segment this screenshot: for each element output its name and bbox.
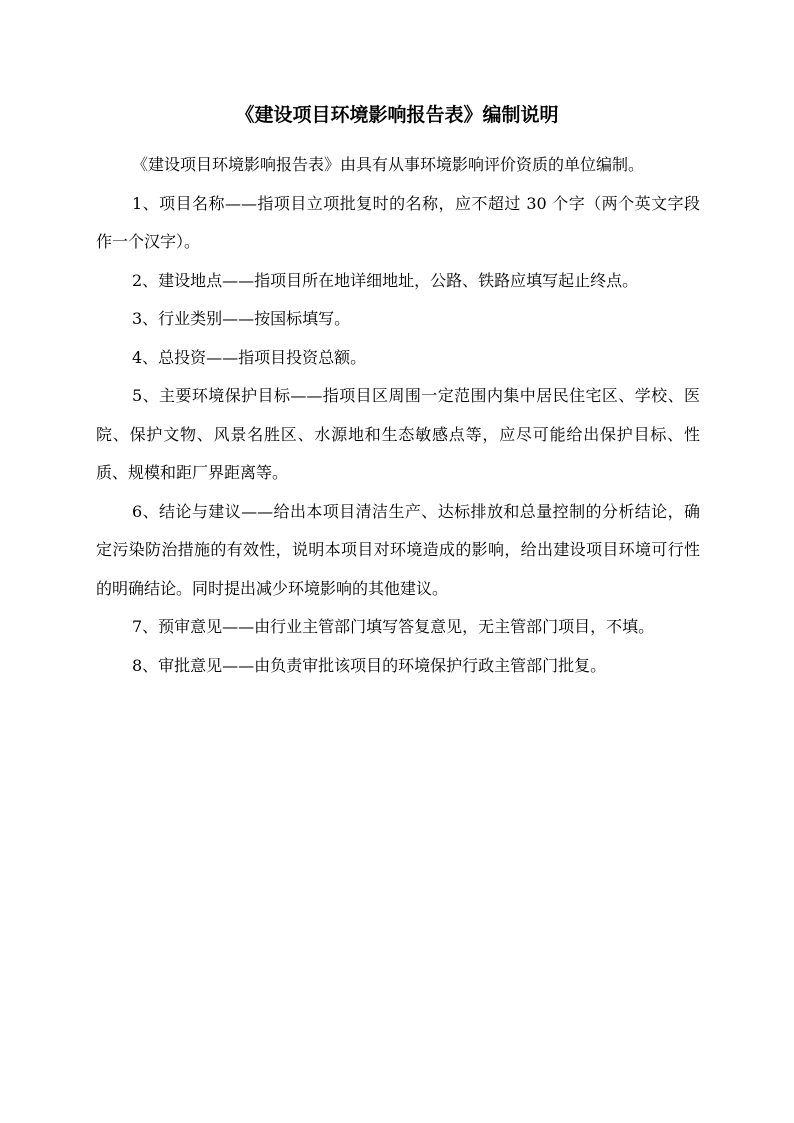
item-construction-site: 2、建设地点——指项目所在地详细地址，公路、铁路应填写起止终点。 bbox=[132, 270, 639, 290]
document-body bbox=[96, 146, 700, 685]
item-project-name: 1、项目名称——指项目立项批复时的名称，应不超过 30 个字（两个英文字段作一个汉字）。 bbox=[96, 193, 700, 251]
page-title: 《建设项目环境影响报告表》编制说明 bbox=[235, 104, 559, 126]
item-protection-targets: 5、主要环境保护目标——指项目区周围一定范围内集中居民住宅区、学校、医院、保护文物、风景名胜区、水源地和生态敏感点等，应尽可能给出保护目标、性质、规模和距厂界距离等。 bbox=[96, 386, 700, 482]
intro-paragraph: 《建设项目环境影响报告表》由具有从事环境影响评价资质的单位编制。 bbox=[132, 155, 645, 174]
item-industry-category: 3、行业类别——按国标填写。 bbox=[132, 309, 351, 328]
item-pre-review-opinion: 7、预审意见——由行业主管部门填写答复意见，无主管部门项目，不填。 bbox=[132, 617, 655, 636]
item-conclusion: 6、结论与建议——给出本项目清洁生产、达标排放和总量控制的分析结论，确定污染防治措施的有效性，说明本项目对环境造成的影响，给出建设项目环境可行性的明确结论。同时提出减少环境影响的其他建议。 bbox=[96, 501, 700, 598]
item-approval-opinion: 8、审批意见——由负责审批该项目的环境保护行政主管部门批复。 bbox=[132, 655, 607, 675]
item-total-investment: 4、总投资——指项目投资总额。 bbox=[132, 347, 367, 367]
